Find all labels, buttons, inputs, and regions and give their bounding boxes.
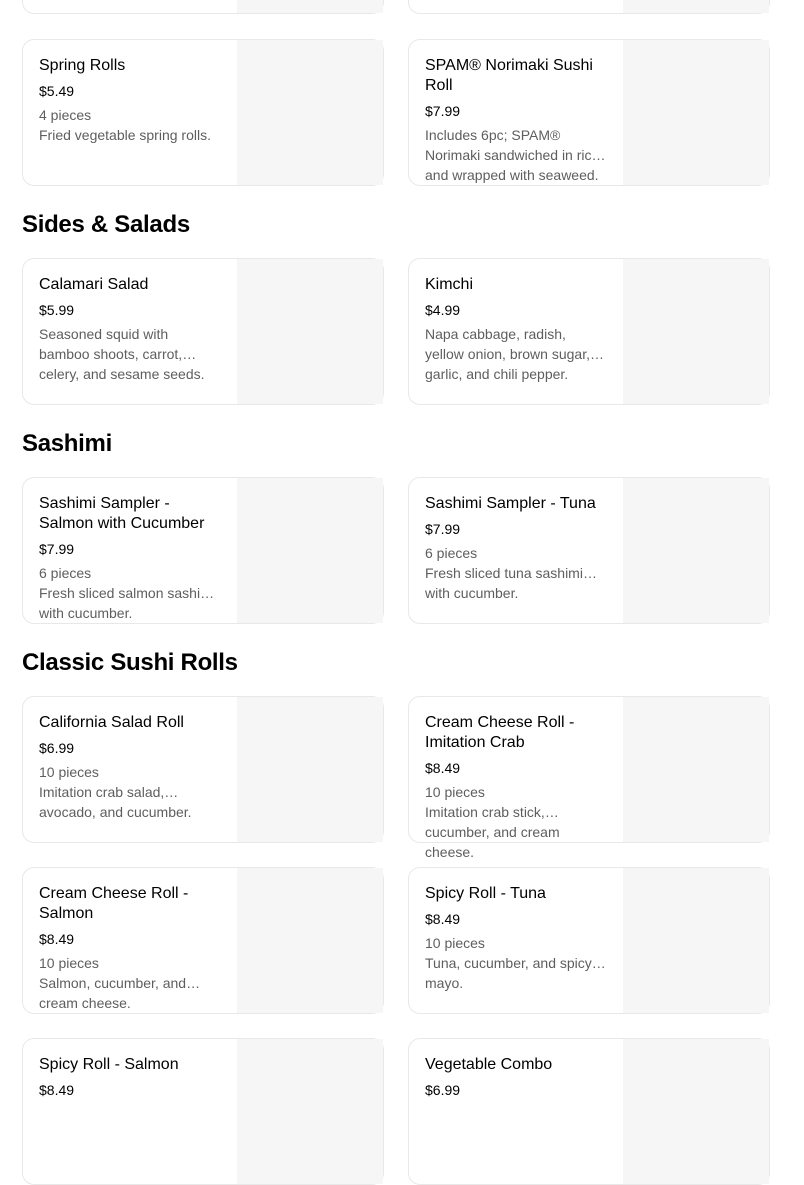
menu-item-sashimi-tuna[interactable] xyxy=(408,477,770,624)
menu-item-cream-cheese-crab[interactable] xyxy=(408,696,770,860)
menu-item-image xyxy=(623,259,769,404)
menu-item-spicy-tuna[interactable] xyxy=(408,867,770,1014)
menu-item-price: $6.99 xyxy=(39,740,75,756)
menu-item-image xyxy=(623,40,769,185)
menu-item-spicy-salmon[interactable] xyxy=(22,1038,384,1185)
menu-item-description: Imitation crab stick, cucumber, and cream cheese. xyxy=(425,804,560,860)
menu-item-price: $8.49 xyxy=(39,1082,75,1098)
menu-item-pieces: 6 pieces xyxy=(425,545,478,561)
menu-item-pieces: 6 pieces xyxy=(39,565,92,581)
menu-item-price: $7.99 xyxy=(425,521,461,537)
menu-item-pieces: 10 pieces xyxy=(425,784,485,800)
menu-item-pieces: 10 pieces xyxy=(39,955,99,971)
menu-item-name: Cream Cheese Roll - Imitation Crab xyxy=(425,714,575,751)
menu-item-description: Tuna, cucumber, and spicy mayo. xyxy=(425,955,592,991)
menu-item-name: Vegetable Combo xyxy=(425,1056,553,1073)
menu-item-name: Spicy Roll - Salmon xyxy=(39,1056,179,1073)
menu-item-pieces: 10 pieces xyxy=(425,935,485,951)
menu-item-image xyxy=(623,478,769,623)
menu-item-spring-rolls[interactable] xyxy=(22,39,384,186)
menu-item-pieces: 4 pieces xyxy=(39,107,92,123)
menu-item-calamari-salad[interactable] xyxy=(22,258,384,405)
menu-item-description: Includes 6pc; SPAM® Norimaki sandwiched in rice and wrapped with seaweed. xyxy=(425,127,600,183)
menu-item-description: Salmon, cucumber, and cream cheese. xyxy=(39,975,187,1011)
menu-item-card[interactable] xyxy=(408,0,770,14)
menu-item-image xyxy=(623,1039,769,1184)
section-title-classic-sushi-rolls: Classic Sushi Rolls xyxy=(22,649,238,676)
menu-item-name: Spring Rolls xyxy=(39,57,126,74)
menu-item-pieces: 10 pieces xyxy=(39,764,99,780)
menu-item-image xyxy=(623,697,769,842)
menu-item-kimchi[interactable] xyxy=(408,258,770,405)
menu-item-price: $5.49 xyxy=(39,83,75,99)
menu-item-price: $8.49 xyxy=(425,911,461,927)
menu-item-price: $7.99 xyxy=(425,103,461,119)
menu-item-image xyxy=(237,259,383,404)
menu-item-california-salad-roll[interactable] xyxy=(22,696,384,843)
menu-item-price: $4.99 xyxy=(425,302,461,318)
menu-item-price: $7.99 xyxy=(39,541,75,557)
menu-item-image xyxy=(237,868,383,1013)
menu-item-image xyxy=(237,1039,383,1184)
menu-item-description: Imitation crab salad, avocado, and cucumber. xyxy=(39,784,192,820)
menu-item-name: Sashimi Sampler - Salmon with Cucumber xyxy=(39,495,205,532)
menu-item-price: $5.99 xyxy=(39,302,75,318)
menu-item-image xyxy=(237,478,383,623)
menu-item-name: Cream Cheese Roll - Salmon xyxy=(39,885,189,922)
menu-item-spam-norimaki[interactable] xyxy=(408,39,770,186)
menu-item-price: $8.49 xyxy=(425,760,461,776)
menu-item-name: Kimchi xyxy=(425,276,474,293)
menu-item-cream-cheese-salmon[interactable] xyxy=(22,867,384,1014)
section-title-sashimi: Sashimi xyxy=(22,430,112,457)
menu-item-image xyxy=(237,40,383,185)
menu-item-image xyxy=(237,697,383,842)
menu-item-image xyxy=(623,0,769,13)
menu-item-name: California Salad Roll xyxy=(39,714,184,731)
menu-item-vegetable-combo[interactable] xyxy=(408,1038,770,1185)
menu-item-sashimi-salmon[interactable] xyxy=(22,477,384,624)
menu-item-name: Calamari Salad xyxy=(39,276,149,293)
menu-item-price: $6.99 xyxy=(425,1082,461,1098)
menu-item-price: $8.49 xyxy=(39,931,75,947)
menu-item-card[interactable] xyxy=(22,0,384,14)
menu-item-name: Spicy Roll - Tuna xyxy=(425,885,546,902)
menu-item-image xyxy=(623,868,769,1013)
menu-item-description: Fresh sliced tuna sashimi with cucumber. xyxy=(425,565,583,601)
menu-item-name: SPAM® Norimaki Sushi Roll xyxy=(425,57,593,94)
section-title-sides-salads: Sides & Salads xyxy=(22,211,190,238)
menu-item-image xyxy=(237,0,383,13)
menu-item-description: Fried vegetable spring rolls. xyxy=(39,127,211,143)
menu-item-description: Napa cabbage, radish, yellow onion, brown sugar, garlic, and chili pepper. xyxy=(425,326,590,382)
menu-item-description: Seasoned squid with bamboo shoots, carrot, celery, and sesame seeds. xyxy=(39,326,205,382)
menu-item-name: Sashimi Sampler - Tuna xyxy=(425,495,596,512)
menu-item-description: Fresh sliced salmon sashimi with cucumber. xyxy=(39,585,215,621)
